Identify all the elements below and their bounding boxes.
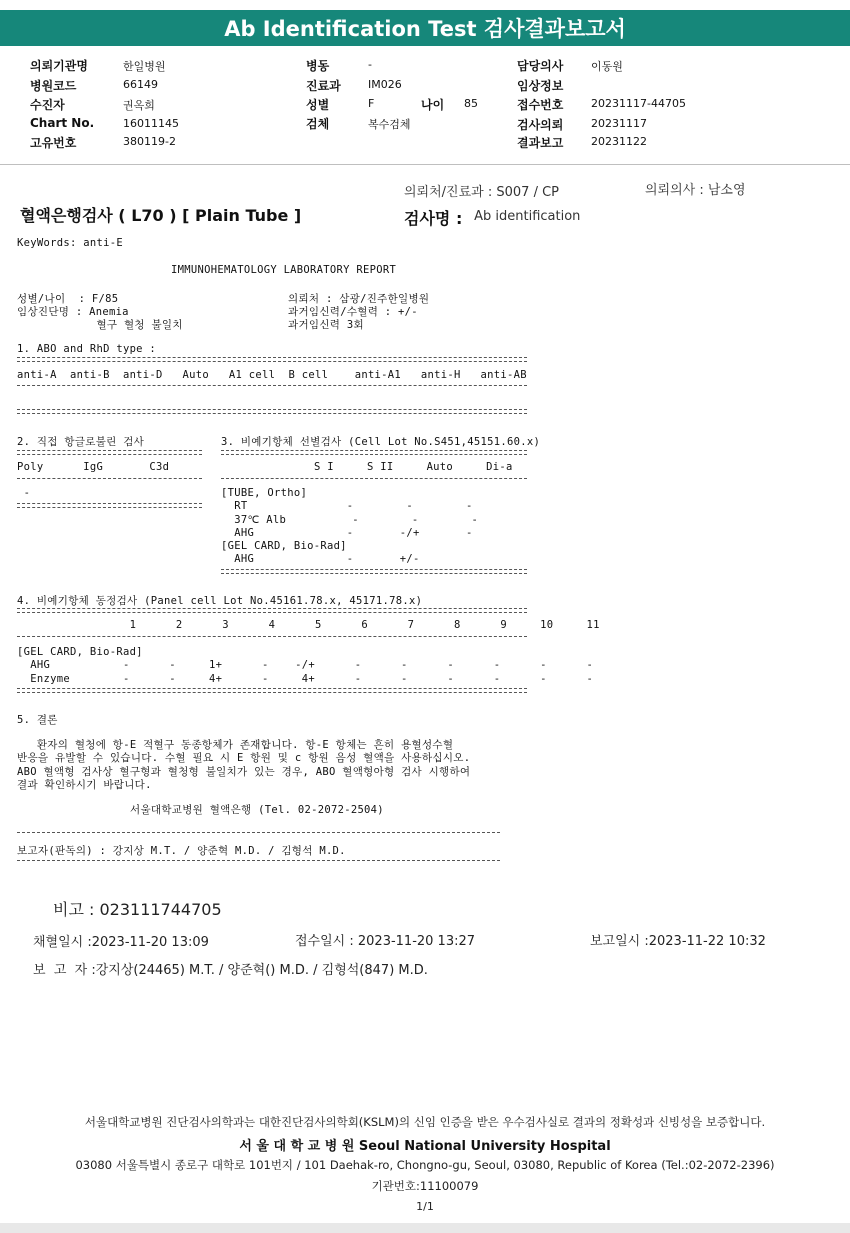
test-name: 혈액은행검사 ( L70 ) [ Plain Tube ] (20, 206, 302, 225)
info-left-line: 혈구 혈청 불일치 (17, 319, 183, 331)
exam-label: 검사명 : (404, 209, 463, 228)
header-label: 임상정보 (517, 79, 564, 93)
panel-row: Enzyme - - 4+ - 4+ - - - - - - (17, 673, 594, 685)
page-bottom-bar (0, 1223, 850, 1233)
header-value: 66149 (123, 78, 158, 91)
collect-time: 채혈일시 :2023-11-20 13:09 (33, 935, 209, 950)
conclusion-line: 환자의 혈청에 항-E 적혈구 동종항체가 존재합니다. 항-E 항체는 흔히 용혈성수혈 (17, 739, 454, 751)
double-rule (17, 608, 527, 613)
double-rule (17, 357, 527, 362)
page-number: 1/1 (416, 1200, 434, 1213)
header-label: Chart No. (30, 116, 95, 130)
conclusion-line: 결과 확인하시기 바랍니다. (17, 779, 152, 791)
blood-bank: 서울대학교병원 혈액은행 (Tel. 02-2072-2504) (130, 804, 384, 816)
rule (17, 385, 527, 386)
screen-row: RT - - - (221, 500, 473, 512)
report-title: Ab Identification Test 검사결과보고서 (0, 10, 850, 46)
info-right-line: 의뢰처 : 삼광/진주한일병원 (288, 293, 430, 305)
rule (17, 478, 202, 479)
header-label: 결과보고 (517, 136, 564, 150)
header-value: - (368, 58, 372, 71)
section-title: 5. 결론 (17, 714, 58, 726)
info-right-line: 과거임신력 3회 (288, 319, 364, 331)
request-dept: 의뢰처/진료과 : S007 / CP (404, 185, 559, 200)
panel-row: [GEL CARD, Bio-Rad] (17, 646, 143, 658)
panel-row: AHG - - 1+ - -/+ - - - - - - (17, 659, 594, 671)
request-doctor: 의뢰의사 : 남소영 (645, 183, 746, 198)
header-label: 수진자 (30, 98, 65, 112)
header-value: 복수검체 (368, 118, 411, 131)
keywords: KeyWords: anti-E (17, 237, 123, 249)
header-value: 이동원 (591, 60, 623, 73)
receive-time: 접수일시 : 2023-11-20 13:27 (295, 934, 476, 949)
header-value: 20231122 (591, 135, 647, 148)
header-label: 의뢰기관명 (30, 59, 88, 73)
screen-row: [GEL CARD, Bio-Rad] (221, 540, 347, 552)
info-right-line: 과거임신력/수혈력 : +/- (288, 306, 418, 318)
header-label: 검사의뢰 (517, 118, 564, 132)
hospital-name: 서 울 대 학 교 병 원 Seoul National University Hospital (239, 1139, 611, 1154)
dat-value: - (17, 487, 31, 499)
hospital-address: 03080 서울특별시 종로구 대학로 101번지 / 101 Daehak-ro, Chongno-gu, Seoul, 03080, Republic of Korea (Tel.:02-2072-2396) (75, 1158, 775, 1172)
header-value: 20231117 (591, 117, 647, 130)
institution-number: 기관번호:11100079 (371, 1179, 479, 1193)
rule (17, 832, 500, 833)
info-left-line: 임상진단명 : Anemia (17, 306, 129, 318)
report-signers: 보고자(판독의) : 강지상 M.T. / 양준혁 M.D. / 김형석 M.D. (17, 845, 346, 857)
panel-header: 1 2 3 4 5 6 7 8 9 10 11 (17, 619, 600, 631)
screen-row: [TUBE, Ortho] (221, 487, 308, 499)
header-divider (0, 164, 850, 165)
double-rule (221, 450, 527, 455)
abo-header: anti-A anti-B anti-D Auto A1 cell B cell anti-A1 anti-H anti-AB (17, 369, 527, 381)
dat-header: Poly IgG C3d (17, 461, 170, 473)
header-value: IM026 (368, 78, 402, 91)
remarks-bigo: 비고 : 023111744705 (53, 900, 222, 919)
section-title: 3. 비예기항체 선별검사 (Cell Lot No.S451,45151.60.x) (221, 436, 541, 448)
header-value: 20231117-44705 (591, 97, 686, 110)
header-label: 고유번호 (30, 136, 77, 150)
conclusion-line: ABO 혈액형 검사상 혈구형과 혈청형 불일치가 있는 경우, ABO 혈액형아형 검사 시행하여 (17, 766, 471, 778)
header-value: 380119-2 (123, 135, 176, 148)
screen-row: AHG - +/- (221, 553, 420, 565)
header-value: 16011145 (123, 117, 179, 130)
age-label: 나이 (421, 98, 445, 112)
header-label: 담당의사 (517, 59, 564, 73)
header-value: 한일병원 (123, 60, 166, 73)
section-title: 1. ABO and RhD type : (17, 343, 157, 355)
header-label: 성별 (306, 98, 330, 112)
conclusion-line: 반응을 유발할 수 있습니다. 수혈 필요 시 E 항원 및 c 항원 음성 혈액을 사용하십시오. (17, 752, 471, 764)
report-time: 보고일시 :2023-11-22 10:32 (590, 934, 766, 949)
section-title: 2. 직접 항글로불린 검사 (17, 436, 145, 448)
rule (17, 860, 500, 861)
rule (221, 478, 527, 479)
certification-text: 서울대학교병원 진단검사의학과는 대한진단검사의학회(KSLM)의 신임 인증을 받은 우수검사실로 결과의 정확성과 신빙성을 보증합니다. (84, 1115, 766, 1129)
reporters: 보 고 자 :강지상(24465) M.T. / 양준혁() M.D. / 김형석(847) M.D. (33, 963, 428, 978)
double-rule (17, 503, 202, 508)
info-left-line: 성별/나이 : F/85 (17, 293, 119, 305)
header-label: 병동 (306, 59, 330, 73)
header-label: 병원코드 (30, 79, 77, 93)
header-value: 권옥희 (123, 99, 155, 112)
double-rule (221, 569, 527, 574)
header-label: 접수번호 (517, 98, 564, 112)
screen-header: S I S II Auto Di-a (314, 461, 513, 473)
section-title: 4. 비예기항체 동정검사 (Panel cell Lot No.45161.78.x, 45171.78.x) (17, 595, 423, 607)
lab-report-title: IMMUNOHEMATOLOGY LABORATORY REPORT (171, 264, 397, 276)
double-rule (17, 450, 202, 455)
exam-value: Ab identification (470, 209, 581, 224)
rule (17, 636, 527, 637)
header-label: 진료과 (306, 79, 341, 93)
double-rule (17, 688, 527, 693)
age-value: 85 (464, 97, 478, 110)
header-label: 검체 (306, 117, 330, 131)
screen-row: 37℃ Alb - - - (221, 514, 479, 526)
double-rule (17, 409, 527, 414)
header-value: F (368, 97, 375, 110)
screen-row: AHG - -/+ - (221, 527, 473, 539)
